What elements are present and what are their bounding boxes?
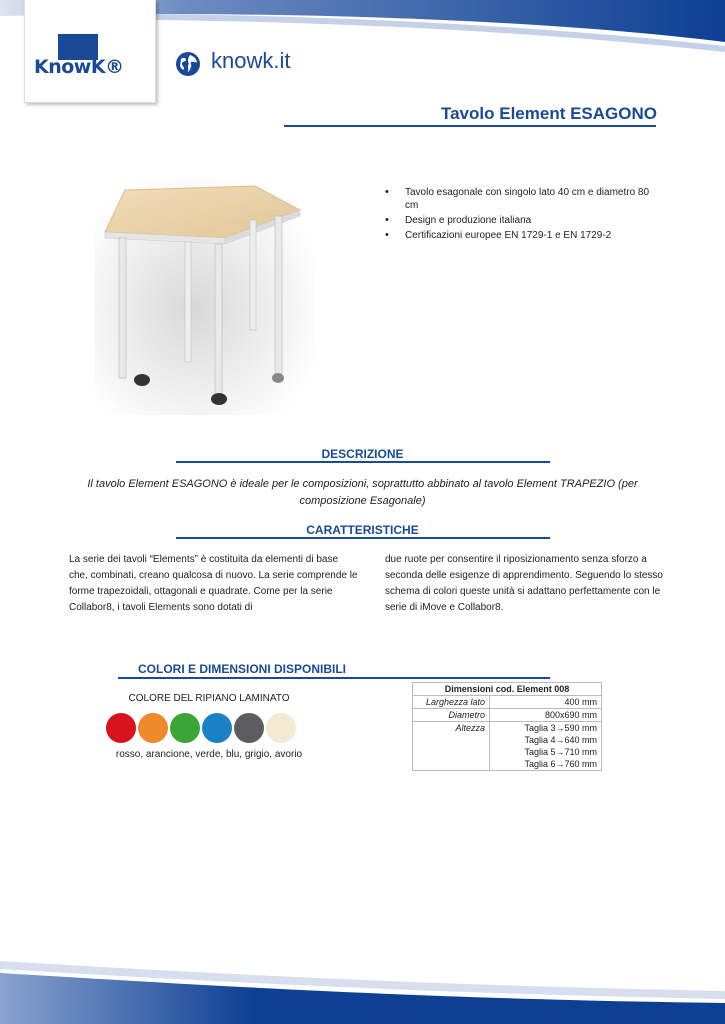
section-heading-colori: COLORI E DIMENSIONI DISPONIBILI: [138, 662, 347, 676]
color-swatch: [266, 713, 296, 743]
page-title: Tavolo Element ESAGONO: [440, 104, 657, 123]
color-swatch: [138, 713, 168, 743]
logo: KnowK®: [34, 56, 124, 78]
dimension-value-line: 800x690 mm: [544, 710, 597, 720]
color-swatches: [106, 713, 306, 745]
dimension-value-line: Taglia 5→710 mm: [524, 747, 597, 757]
table-header: Dimensioni cod. Element 008: [413, 683, 602, 696]
table-row: [413, 709, 602, 722]
dimension-value-line: Taglia 4→640 mm: [524, 735, 597, 745]
dimensions-table: [412, 682, 602, 771]
color-swatch: [170, 713, 200, 743]
dimension-label: Diametro: [413, 709, 490, 722]
globe-icon: [174, 50, 202, 78]
characteristics-column-2: due ruote per consentire il riposizionamento senza sforzo a seconda delle esigenze di apprendimento. Seguendo lo stesso schema di colori queste unità si adattano perfettamente con le serie di iMove e Collabor8.: [385, 554, 663, 613]
dimension-label: Altezza: [413, 722, 490, 771]
section-rule: [176, 461, 550, 463]
feature-list: [385, 186, 660, 244]
colors-names: rosso, arancione, verde, blu, grigio, avorio: [115, 749, 303, 760]
feature-item: • Certificazioni europee EN 1729-1 e EN 1729-2: [385, 229, 660, 242]
section-heading-caratteristiche: CARATTERISTICHE: [306, 523, 419, 537]
section-rule: [176, 537, 550, 539]
dimension-value-line: Taglia 6→760 mm: [524, 759, 597, 769]
characteristics-column-1: La serie dei tavoli “Elements” è costituita da elementi di base che, combinati, creano qualcosa di nuovo. La serie comprende le forme trapezoidali, ottagonali e quadrate. Come per la serie Collabor8, i tavoli Elements sono dotati di: [69, 554, 358, 613]
color-swatch: [234, 713, 264, 743]
dimension-value: [490, 696, 602, 709]
site-url[interactable]: knowk.it: [211, 48, 291, 73]
table-row: [413, 696, 602, 709]
description-text: Il tavolo Element ESAGONO è ideale per le composizioni, soprattutto abbinato al tavolo Element TRAPEZIO (per composizione Esagonale): [87, 478, 638, 507]
dimension-value: [490, 709, 602, 722]
section-heading-descrizione: DESCRIZIONE: [321, 447, 404, 461]
dimension-value-line: 400 mm: [564, 697, 597, 707]
color-swatch: [106, 713, 136, 743]
table-row: [413, 722, 602, 771]
color-swatch: [202, 713, 232, 743]
dimension-value-line: Taglia 3→590 mm: [524, 723, 597, 733]
dimension-value: [490, 722, 602, 771]
section-rule: [118, 677, 550, 679]
colors-label: COLORE DEL RIPIANO LAMINATO: [128, 693, 290, 704]
feature-item: • Tavolo esagonale con singolo lato 40 cm e diametro 80 cm: [385, 186, 660, 212]
product-image: [95, 180, 315, 415]
footer-band: [0, 955, 725, 1024]
title-underline: [284, 125, 656, 127]
feature-item: • Design e produzione italiana: [385, 214, 660, 227]
dimension-label: Larghezza lato: [413, 696, 490, 709]
